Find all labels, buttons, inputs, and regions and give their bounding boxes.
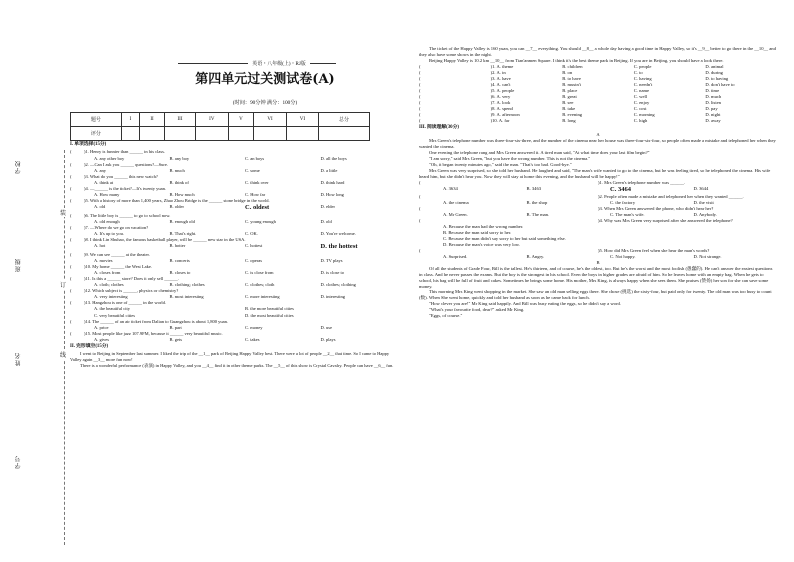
option-text: D. clothes; clothing [320,282,356,288]
cloze-option: B. to have [562,75,581,81]
passage-label: A [596,131,600,137]
option-text: D. plays [320,336,336,342]
cloze-option: B. see [562,99,574,105]
question-stem: )3. When Mrs Green answered the phone, who didn't hear her? [598,205,714,211]
answer-bracket[interactable]: ( [419,99,421,105]
option-text: B. part [169,324,182,330]
score-input[interactable] [140,127,165,141]
option-text: A. hot [94,243,106,249]
cloze-option: D. listen [705,99,721,105]
cloze-option: D. animal [705,63,724,69]
cloze-option: C. well [633,93,648,99]
option-text: C. clothes; cloth [245,282,275,288]
cloze-option: D. don't have to [705,81,735,87]
option-text: D. think hard [320,179,345,185]
cloze-option: C. having [633,75,652,81]
question-stem: )9. We can see ______ at the theater. [84,251,150,257]
school-label: 学校 [16,160,22,174]
answer-bracket[interactable]: ( [419,193,421,199]
score-cell: VI [286,113,318,127]
score-header-row [71,113,370,127]
question-stem: )6. The little boy is ______ to go to school now. [84,212,171,218]
option-text: B. The man. [526,211,550,217]
question-stem: )3. What do you ______ this new watch? [84,173,158,179]
answer-bracket[interactable]: ( [70,288,72,294]
option-text: D. Anybody. [693,211,717,217]
answer-bracket[interactable]: ( [70,197,72,203]
passage-paragraph: "Eggs, of course." [429,313,463,319]
answer-bracket[interactable]: ( [419,93,421,99]
question-stem: )15. Most people like jazz 107.9FM, because it ______ very beautiful music. [84,330,223,336]
option-text: C. hottest [245,243,263,249]
option-text: A. Mr Green. [443,211,468,217]
option-text: A. closes from [94,270,121,276]
option-text: C. the factory [610,199,636,205]
option-text: A. very interesting [94,294,128,300]
option-text: C. Not happy. [610,253,636,259]
option-text: C. very beautiful cities [94,312,135,318]
left-column [70,141,396,369]
option-text: C. more interesting [245,294,280,300]
answer-bracket[interactable]: ( [419,117,421,123]
option-text: A. any [94,167,106,173]
passage-paragraph: "How clever you are!" Mr King said happily. And Bill was busy eating the eggs, so he didn't say a word. [429,301,621,307]
answer-bracket[interactable]: ( [419,87,421,93]
option-text: D. Not strange. [693,253,722,259]
question-stem: )12. Which subject is ______, physics or chemistry? [84,288,179,294]
option-text: C. oldest [245,204,270,212]
option-text: C. young enough [245,218,276,224]
option-text: C. How far [245,191,266,197]
cloze-option: B. long [562,117,576,123]
option-text: D. a little [320,167,338,173]
option-text: A. How many [94,191,120,197]
option-text: A. 3634 [443,185,458,191]
passage-paragraph: "I am sorry," said Mrs Green, "but you have the wrong number. This is not the cinema." [429,155,591,161]
cloze-option: )5. A. people [490,87,515,93]
cloze-option: )4. A. can't [490,81,511,87]
option-text: B. gets [169,336,183,342]
question-stem: )4. —______ is the ticket?—It's twenty yuan. [84,185,167,191]
option-row [419,186,777,194]
option-text: B. Angry. [526,253,545,259]
cloze-option: B. on [562,69,573,75]
cloze-option: D. during [705,69,723,75]
option-text: D. the visit [693,199,714,205]
paper-subtitle: 英语・八年级(上)・RJ版 [117,60,397,67]
cut-mark-2: 订 [60,280,66,289]
option-text: A. any other boy [94,155,125,161]
option-text: C. takes [245,336,260,342]
option-text: A. gives [94,336,109,342]
cloze-option: B. take [562,105,576,111]
score-cell: VI [254,113,286,127]
option-text: A. movies [94,257,113,263]
score-input[interactable] [164,127,195,141]
right-column [419,46,777,319]
score-input[interactable] [121,127,139,141]
answer-bracket[interactable]: ( [419,81,421,87]
option-text: C. The man's wife. [610,211,645,217]
score-cell: III [164,113,195,127]
cloze-option: C. people [633,63,652,69]
score-cell: 评分 [71,127,122,141]
time-score-line: (时间：90分钟 满分：100分) [232,100,298,106]
paper-title: 第四单元过关测试卷(A) [195,72,335,87]
cloze-option: D. night [705,111,721,117]
score-input[interactable] [286,127,318,141]
question-stem: )2. People often made a mistake and telephoned her when they wanted ______. [598,193,744,199]
cloze-row [419,118,777,124]
answer-bracket[interactable]: ( [419,217,421,223]
cloze-paragraph: There is a wonderful performance (表演) in Happy Valley, and you __4__ find it in other theme parks. The __5__ of this show is Crystal Cavalry. People can have __6__ fun. [80,363,394,369]
answer-bracket[interactable]: ( [70,173,72,179]
answer-bracket[interactable]: ( [419,105,421,111]
passage-paragraph: Mrs Green was very surprised, so she told her husband. He laughed and said, "The man's wife wanted to go to the cinema, but he was feeling tired, so he telephoned the cinema. His wife heard him, but she didn't hear you. Now they will stay at home this evening, and the husband will be happy!" [419,167,771,179]
score-value-row [71,127,370,141]
option-text: A. price [94,324,109,330]
cut-mark-1: 装 [60,208,66,217]
cloze-option: D. time [705,87,720,93]
option-text: A. old [94,204,106,210]
cloze-option: C. morning [633,111,655,117]
option-text: B. the shop [526,199,548,205]
passage-paragraph: "Oh, it began twenty minutes ago," said the man. "That's too bad. Good-bye." [429,161,572,167]
cloze-option: B. evening [562,111,583,117]
option-text: B. the more beautiful cities [245,306,294,312]
option-text: A. old enough [94,218,120,224]
answer-bracket[interactable]: ( [70,212,72,218]
section-title: II. 完形填空(15分) [70,343,109,349]
answer-bracket[interactable]: ( [419,69,421,75]
option-text: D. use [320,324,332,330]
option-text: B. Because the man said sorry to her. [443,229,512,235]
passage-paragraph: This morning Mrs King went shopping in the market. She saw an old man selling eggs there. She chose (挑选) the sixty-four, but paid only for twenty. The old man was too busy to count (数). When She went home, quickly and told her husband as soon as he came back for lunch. [419,289,772,301]
score-cell: 总分 [319,113,370,127]
option-text: D. is close to [320,270,344,276]
option-text: B. hotter [169,243,186,249]
question-stem: )14. The ______ of an air ticket from Dalian to Guangzhou is about 1,800 yuan. [84,318,229,324]
option-text: D. old [320,218,332,224]
question-stem: )2. —Can I ask you ______ questions?—Sure. [84,161,168,167]
score-input[interactable] [196,127,228,141]
passage-label: B [596,259,600,265]
question-stem: )7. —Where do we go on vacation? [84,224,149,230]
question-stem: )13. Hangzhou is one of ______ in the world. [84,300,166,306]
number-label: 学号 [16,455,22,469]
option-text: C. money [245,324,263,330]
cloze-option: )9. A. afternoon [490,111,520,117]
option-text: D. elder [320,204,335,210]
score-input[interactable] [319,127,370,141]
passage-paragraph: Of all the students of Grade Four, Bill is the tallest. He's thirteen, and of course, he's the oldest, too. But he's the worst and the most foolish (愚蠢的). He can't answer the easiest questions in class. And he never passes the exams. But the boy is the strongest in his school. Even the boys in higher grades are afraid of him. So he leaves home with an empty bag. When he gets to school, his bag will be full of fruit and cakes. Sometimes he brings some home. His mother, Mrs King, is always happy when she sees them. She praises (赞扬) her son for she can save some money. [419,265,773,289]
option-text: A. Surprised. [443,253,468,259]
answer-bracket[interactable]: ( [70,161,72,167]
score-cell: IV [196,113,228,127]
answer-bracket[interactable]: ( [70,264,72,269]
option-text: C. is close from [245,270,274,276]
answer-bracket[interactable]: ( [70,251,72,257]
cloze-option: C. to [633,69,643,75]
cloze-option: B. great [562,93,577,99]
option-text: D. How long [320,191,344,197]
option-text: B. clothing; clothes [169,282,205,288]
option-text: C. OK. [245,230,258,236]
option-text: C. Because the man didn't say sorry to her but said something else. [443,235,566,241]
option-text: D. the hottest [320,243,358,251]
option-row [419,254,777,260]
option-text: D. all the boys [320,155,347,161]
cloze-option: D. away [705,117,721,123]
option-text: B. think of [169,179,189,185]
cloze-options [419,64,777,124]
score-table [70,112,370,141]
score-cell: II [140,113,165,127]
answer-bracket[interactable]: ( [70,185,72,191]
cloze-option: D. to having [705,75,729,81]
cloze-option: B. children [562,63,583,69]
cloze-option: )10. A. far [490,117,510,123]
score-cell: V [228,113,254,127]
question-stem: )8. I think Lin Shuhao, the famous basketball player, will be ______ new star in the USA. [84,237,246,243]
cloze-option: C. needn't [633,81,653,87]
option-text: B. 3463 [526,185,542,191]
option-text: B. most interesting [169,294,204,300]
cloze-paragraph: The ticket of the Happy Valley is 160 yuan, you can __7__ everything. You should __8__ a whole day having a good time in Happy Valley, so it's __9__ better to go there in the __10__ and they also have some shows in the night. [419,46,776,57]
answer-bracket[interactable]: ( [70,276,72,282]
cloze-option: D. pay [705,105,718,111]
option-text: C. 3464 [610,185,631,193]
option-row [70,243,396,252]
passage-paragraph: Mrs Green's telephone number was three-four-six-three, and the number of the cinema near her house was three-four-six-four, so people often made a mistake and telephoned her when they wanted the cinema. [419,137,776,149]
option-text: D. TV plays [320,257,343,263]
option-text: A. cloth; clothes [94,282,124,288]
option-text: D. Because the man's voice was very low. [443,241,520,247]
cloze-option: )8. A. spend [490,105,513,111]
answer-bracket[interactable]: ( [419,247,421,253]
score-cell: I [121,113,139,127]
option-text: D. You're welcome. [320,230,356,236]
cloze-option: )6. A. very [490,93,511,99]
class-label: 班级 [16,258,22,272]
question-stem: )5. How did Mrs Green feel when she hear the man's words? [598,247,710,253]
option-row [70,204,396,213]
question-stem: )1. Mrs Green's telephone number was ______. [598,179,686,185]
answer-bracket[interactable]: ( [70,224,72,230]
cloze-paragraph: I went to Beijing in September last summer. I liked the trip of the __1__ park of Beijing Happy Valley best. There were a lot of people __2__ that time. So I came to Happy Valley again __3__ more fun now! [70,351,390,363]
cloze-option: C. cost [633,105,647,111]
option-text: B. much [169,167,185,173]
option-text: C. some [245,167,260,173]
option-text: B. That's right. [169,230,197,236]
option-row [70,337,396,343]
passage-b [419,266,777,320]
section-title: III. 阅读理解(30分) [419,124,459,130]
reading-questions [419,180,777,260]
option-text: B. How much [169,191,195,197]
question-stem: )11. Is this a ______ store? Does it only sell ______. [84,276,179,282]
passage-paragraph: "What's your favourite food, dear?" asked Mr King. [429,307,525,313]
option-text: D. interesting [320,294,345,300]
cloze-option: )1. A. theme [490,63,514,69]
cloze-option: C. high [633,117,648,123]
cloze-option: )3. A. have [490,75,511,81]
score-input[interactable] [254,127,286,141]
option-text: D. the most beautiful cities [245,312,294,318]
answer-bracket[interactable]: ( [419,63,421,69]
option-text: B. enough old [169,218,195,224]
cloze-option: B. place [562,87,578,93]
passage-a [419,138,777,180]
question-stem: )5. With a history of more than 1,400 years, Zhao Zhou Bridge is the ______ stone bridge in the world. [84,197,270,203]
option-text: B. any boy [169,155,190,161]
passage-paragraph: One evening the telephone rang and Mrs Green answered it. A tired man said, "At what time does your last film begin?" [429,149,650,155]
answer-bracket[interactable]: ( [419,205,421,211]
option-text: A. the cinema [443,199,469,205]
option-text: A. It's up to you. [94,230,125,236]
cloze-option: )2. A. in [490,69,506,75]
score-input[interactable] [228,127,254,141]
cloze-option: C. name [633,87,650,93]
option-text: C. an boys [245,155,265,161]
option-text: A. think at [94,179,114,185]
option-text: B. older [169,204,184,210]
cloze-option: )7. A. look [490,99,511,105]
question-stem: )10. My home ______ the West Lake. [84,264,153,269]
answer-bracket[interactable]: ( [70,330,72,336]
name-label: 姓名 [16,352,22,366]
answer-bracket[interactable]: ( [70,149,72,155]
answer-bracket[interactable]: ( [419,111,421,117]
cloze-option: D. much [705,93,722,99]
answer-bracket[interactable]: ( [419,179,421,185]
cloze-paragraph: Beijing Happy Valley is 10.2 km __10__ from Tian'anmen Square. I think it's the best theme park in Beijing. If you are in Beijing, you should have a look there. [429,57,724,63]
cut-mark-3: 线 [60,350,66,359]
section-title: I. 单项选择(15分) [70,142,107,147]
answer-bracket[interactable]: ( [70,300,72,306]
cloze-option: C. enjoy [633,99,650,105]
cloze-option: B. mustn't [562,81,581,87]
option-text: D. 3644 [693,185,709,191]
question-stem: )1. Henry is funnier than ______ in his class. [84,149,165,155]
choice-questions [70,149,396,342]
answer-bracket[interactable]: ( [419,75,421,81]
binding-margin [0,0,46,562]
option-text: A. Because the man had the wrong number. [443,223,524,229]
score-cell: 题号 [71,113,122,127]
option-text: B. concerts [169,257,190,263]
option-text: A. the beautiful city [94,306,130,312]
option-text: B. closes to [169,270,191,276]
option-text: C. think over [245,179,269,185]
answer-bracket[interactable]: ( [70,318,72,324]
question-stem: )4. Why was Mrs Green very surprised after she answered the telephone? [598,217,733,223]
option-text: C. operas [245,257,262,263]
answer-bracket[interactable]: ( [70,237,72,243]
